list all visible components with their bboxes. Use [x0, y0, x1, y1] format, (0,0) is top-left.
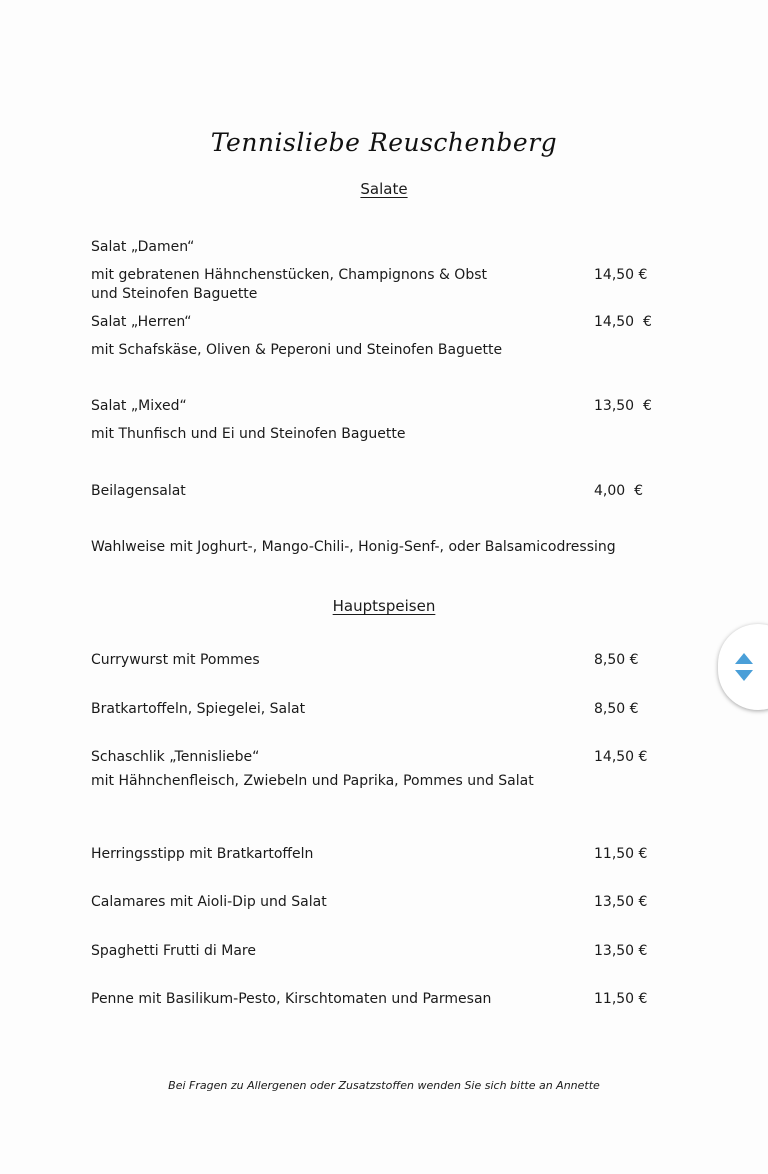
item-price-salat-herren: 14,50 € [594, 314, 652, 330]
item-name-herringsstipp: Herringsstipp mit Bratkartoffeln [91, 846, 314, 862]
item-price-spaghetti: 13,50 € [594, 943, 648, 959]
item-description-schaschlik: mit Hähnchenfleisch, Zwiebeln und Paprika, Pommes und Salat [91, 773, 534, 789]
item-description-salat-damen: mit gebratenen Hähnchenstücken, Champignons & Obst [91, 267, 487, 283]
item-price-salat-damen: 14,50 € [594, 267, 648, 283]
section-heading-hauptspeisen: Hauptspeisen [332, 597, 436, 615]
item-description-salat-mixed: mit Thunfisch und Ei und Steinofen Baguette [91, 426, 406, 442]
item-name-bratkartoffeln: Bratkartoffeln, Spiegelei, Salat [91, 701, 306, 717]
item-price-schaschlik: 14,50 € [594, 749, 648, 765]
item-price-penne: 11,50 € [594, 991, 648, 1007]
item-name-salat-damen: Salat „Damen“ [91, 239, 195, 255]
item-name-salat-mixed: Salat „Mixed“ [91, 398, 187, 414]
item-price-currywurst: 8,50 € [594, 652, 639, 668]
item-price-herringsstipp: 11,50 € [594, 846, 648, 862]
item-name-currywurst: Currywurst mit Pommes [91, 652, 260, 668]
item-description-salat-herren: mit Schafskäse, Oliven & Peperoni und Steinofen Baguette [91, 342, 503, 358]
item-name-penne: Penne mit Basilikum-Pesto, Kirschtomaten und Parmesan [91, 991, 492, 1007]
item-name-salat-herren: Salat „Herren“ [91, 314, 192, 330]
item-name-beilagensalat: Beilagensalat [91, 483, 186, 499]
item-price-bratkartoffeln: 8,50 € [594, 701, 639, 717]
allergen-footer-note: Bei Fragen zu Allergenen oder Zusatzstoffen wenden Sie sich bitte an Annette [168, 1079, 600, 1092]
page-title: Tennisliebe Reuschenberg [210, 128, 558, 157]
item-price-calamares: 13,50 € [594, 894, 648, 910]
item-description-salat-damen-line-2: und Steinofen Baguette [91, 286, 258, 302]
scroll-up-down-icon [734, 651, 754, 683]
item-price-salat-mixed: 13,50 € [594, 398, 652, 414]
dressing-note: Wahlweise mit Joghurt-, Mango-Chili-, Honig-Senf-, oder Balsamicodressing [91, 539, 616, 555]
item-name-calamares: Calamares mit Aioli-Dip und Salat [91, 894, 327, 910]
item-name-spaghetti: Spaghetti Frutti di Mare [91, 943, 256, 959]
item-price-beilagensalat: 4,00 € [594, 483, 643, 499]
item-name-schaschlik: Schaschlik „Tennisliebe“ [91, 749, 260, 765]
section-heading-salate: Salate [360, 180, 408, 198]
